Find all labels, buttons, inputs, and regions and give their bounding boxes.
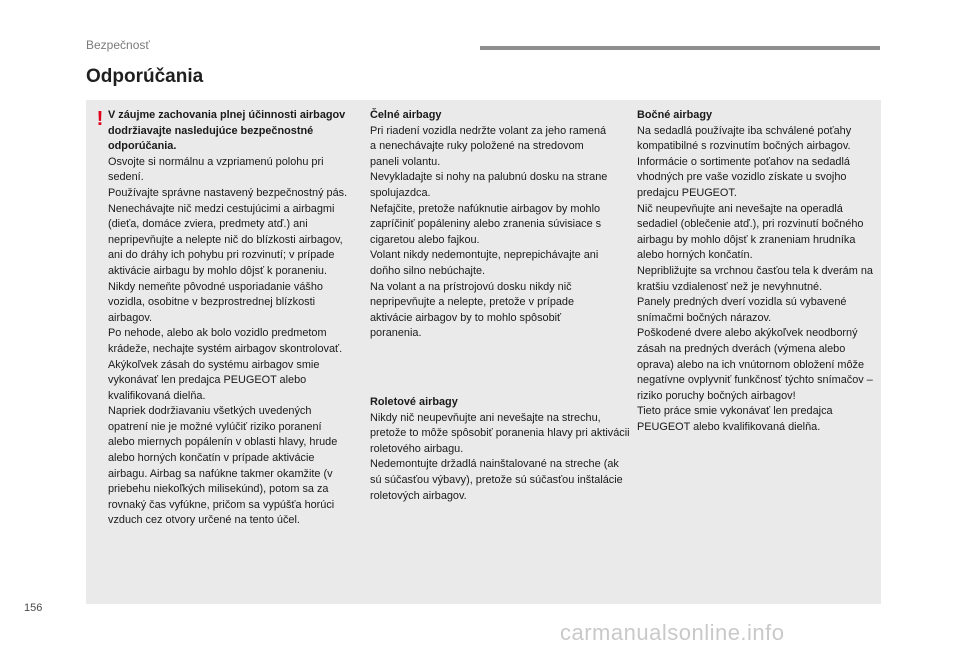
section-label: Bezpečnosť	[86, 38, 150, 52]
curtain-airbags-paragraph: Nikdy nič neupevňujte ani nevešajte na strechu, pretože to môže spôsobiť poranenia hlavy pri aktivácii roletového airbagu.	[370, 411, 630, 455]
front-airbags-paragraph: Nefajčite, pretože nafúknutie airbagov by mohlo zapríčiniť popáleniny alebo zranenia súvisiace s cigaretou alebo fajkou.	[370, 202, 602, 246]
warning-heading: V záujme zachovania plnej účinnosti airbagov dodržiavajte nasledujúce bezpečnostné odporúčania.	[108, 109, 346, 153]
front-airbags-column	[370, 108, 610, 342]
warning-paragraph: Napriek dodržiavaniu všetkých uvedených opatrení nie je možné vylúčiť riziko poranení alebo miernych popálenín v oblasti hlavy, hrude alebo horných končatín v prípade aktivácie airbagu. Airbag sa nafúkne takmer okamžite (v priebehu niekoľkých milisekúnd), potom sa za rovnaký čas vyfúkne, pričom sa vypúšťa horúci vzduch cez otvory určené na tento účel.	[108, 405, 338, 527]
warning-column	[108, 108, 348, 529]
front-airbags-paragraph: Na volant a na prístrojovú dosku nikdy nič nepripevňujte a nelepte, pretože v prípade aktivácie airbagov by to mohlo spôsobiť poranenia.	[370, 280, 575, 340]
warning-paragraph: Nikdy nemeňte pôvodné usporiadanie vášho vozidla, osobitne v bezprostrednej blízkosti airbagov.	[108, 280, 323, 324]
front-airbags-paragraph: Pri riadení vozidla nedržte volant za jeho ramená a nenechávajte ruky položené na stredovom paneli volantu.	[370, 124, 607, 168]
warning-paragraph: Osvojte si normálnu a vzpriamenú polohu pri sedení.	[108, 155, 324, 184]
side-airbags-paragraph: Poškodené dvere alebo akýkoľvek neodborný zásah na predných dverách (výmena alebo oprava) alebo na ich vnútornom obložení môže negatívne ovplyvniť funkčnosť týchto snímačov – riziko poruchy bočných airbagov!	[637, 327, 873, 402]
side-airbags-paragraph: Nepribližujte sa vrchnou časťou tela k dverám na kratšiu vzdialenosť než je nevyhnutné.	[637, 264, 873, 293]
front-airbags-paragraph: Nevykladajte si nohy na palubnú dosku na strane spolujazdca.	[370, 171, 608, 199]
curtain-airbags-column	[370, 395, 630, 504]
side-airbags-paragraph: Panely predných dverí vozidla sú vybavené snímačmi bočných nárazov.	[637, 296, 847, 324]
curtain-airbags-paragraph: Nedemontujte držadlá nainštalované na streche (ak sú súčasťou výbavy), pretože sú súčasťou inštalácie roletových airbagov.	[370, 458, 623, 502]
front-airbags-heading: Čelné airbagy	[370, 109, 442, 121]
header-rule	[480, 46, 880, 50]
side-airbags-paragraph: Nič neupevňujte ani nevešajte na operadlá sedadiel (oblečenie atď.), pri rozvinutí bočného airbagu by mohlo dôjsť k zraneniam hrudníka alebo horných končatín.	[637, 202, 864, 262]
exclamation-mark-icon: !	[96, 108, 104, 130]
front-airbags-paragraph: Volant nikdy nedemontujte, neprepichávajte ani doňho silno nebúchajte.	[370, 249, 599, 277]
side-airbags-paragraph: Na sedadlá používajte iba schválené poťahy kompatibilné s rozvinutím bočných airbagov. Informácie o sortimente poťahov na sedadlá vhodných pre vaše vozidlo získate u svojho predajcu PEUGEOT.	[637, 124, 852, 199]
warning-paragraph: Používajte správne nastavený bezpečnostný pás.	[108, 186, 348, 199]
side-airbags-paragraph: Tieto práce smie vykonávať len predajca PEUGEOT alebo kvalifikovaná dielňa.	[637, 405, 833, 433]
warning-paragraph: Nenechávajte nič medzi cestujúcimi a airbagmi (dieťa, domáce zviera, predmety atď.) ani nepripevňujte a nelepte nič do blízkosti airbagov, ani do dráhy ich pohybu pri rozvinutí; v prípade aktivácie airbagu by mohlo dôjsť k poraneniu.	[108, 202, 343, 277]
side-airbags-column	[637, 108, 881, 435]
warning-paragraph: Po nehode, alebo ak bolo vozidlo predmetom krádeže, nechajte systém airbagov skontrolovať.	[108, 327, 343, 355]
side-airbags-heading: Bočné airbagy	[637, 109, 713, 121]
curtain-airbags-heading: Roletové airbagy	[370, 396, 458, 408]
warning-paragraph: Akýkoľvek zásah do systému airbagov smie vykonávať len predajca PEUGEOT alebo kvalifikovaná dielňa.	[108, 358, 320, 402]
page-title: Odporúčania	[86, 66, 204, 87]
page-number: 156	[24, 602, 43, 614]
watermark: carmanualsonline.info	[560, 620, 785, 645]
